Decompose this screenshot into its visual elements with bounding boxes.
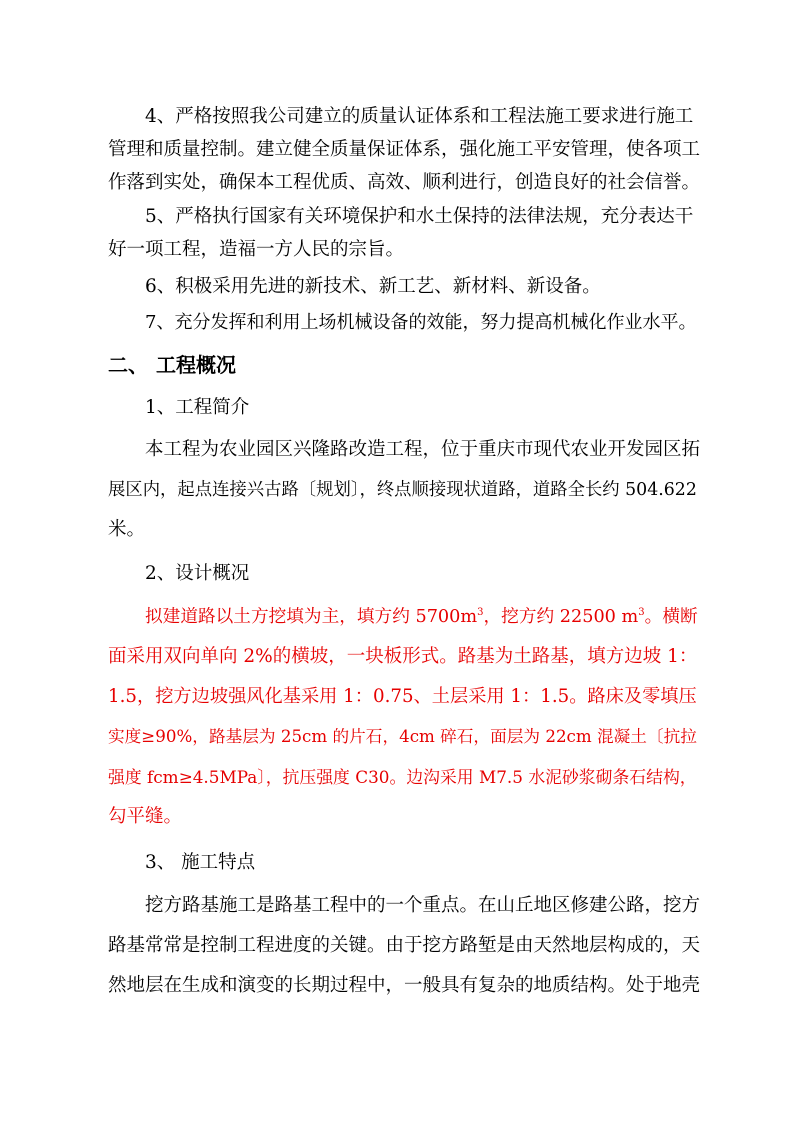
paragraph-6: 6、积极采用先进的新技术、新工艺、新材料、新设备。 bbox=[145, 276, 601, 297]
subsection-1-line-3: 米。 bbox=[108, 519, 146, 540]
subsection-2-line-1: 拟建道路以土方挖填为主，填方约 $5700m^3$，挖方约 22500 $m^3$。横断 bbox=[145, 607, 698, 627]
subsection-3-line-2: 路基常常是控制工程进度的关键。由于挖方路堑是由天然地层构成的，天 bbox=[108, 935, 701, 956]
subsection-2-line-5: 强度 fcm≥4.5MPa〕，抗压强度 C30。边沟采用 M7.5 水泥砂浆砌条石结构， bbox=[108, 767, 697, 787]
subsection-2-line-2: 面采用双向单向 2%的横坡，一块板形式。路基为土路基，填方边坡 1： bbox=[108, 646, 698, 667]
subsection-1-line-2: 展区内，起点连接兴古路〔规划〕，终点顺接现状道路，道路全长约 504.622 bbox=[108, 480, 697, 500]
subsection-3-line-3: 然地层在生成和演变的长期过程中，一般具有复杂的地质结构。处于地壳 bbox=[108, 975, 701, 996]
paragraph-5-line-1: 5、严格执行国家有关环境保护和水土保持的法律法规，充分表达干 bbox=[145, 206, 694, 227]
subsection-3-line-1: 挖方路基施工是路基工程中的一个重点。在山丘地区修建公路，挖方 bbox=[145, 895, 701, 916]
subsection-3-title: 3、 施工特点 bbox=[145, 852, 256, 873]
subsection-2-line-4: 实度≥90%，路基层为 25cm 的片石，4cm 碎石，面层为 22cm 混凝土〔抗拉 bbox=[108, 727, 697, 746]
paragraph-4-line-1: 4、严格按照我公司建立的质量认证体系和工程法施工要求进行施工 bbox=[145, 106, 694, 127]
subsection-1-title: 1、工程简介 bbox=[145, 397, 250, 418]
subsection-2-line-6: 勾平缝。 bbox=[108, 806, 183, 827]
paragraph-4-line-3: 作落到实处，确保本工程优质、高效、顺利进行，创造良好的社会信誉。 bbox=[108, 172, 701, 193]
section-heading bbox=[108, 353, 236, 377]
paragraph-7: 7、充分发挥和利用上场机械设备的效能，努力提高机械化作业水平。 bbox=[145, 312, 697, 333]
subsection-2-line-3: 1.5，挖方边坡强风化基采用 1：0.75、土层采用 1：1.5。路床及零填压 bbox=[108, 686, 697, 707]
subsection-2-title: 2、设计概况 bbox=[145, 563, 250, 584]
paragraph-5-line-2: 好一项工程，造福一方人民的宗旨。 bbox=[108, 239, 405, 260]
section-number: 二、 bbox=[108, 353, 148, 377]
paragraph-4-line-2: 管理和质量控制。建立健全质量保证体系，强化施工平安管理，使各项工 bbox=[108, 139, 701, 160]
subsection-1-line-1: 本工程为农业园区兴隆路改造工程，位于重庆市现代农业开发园区拓 bbox=[145, 439, 701, 460]
section-title: 工程概况 bbox=[156, 353, 236, 377]
